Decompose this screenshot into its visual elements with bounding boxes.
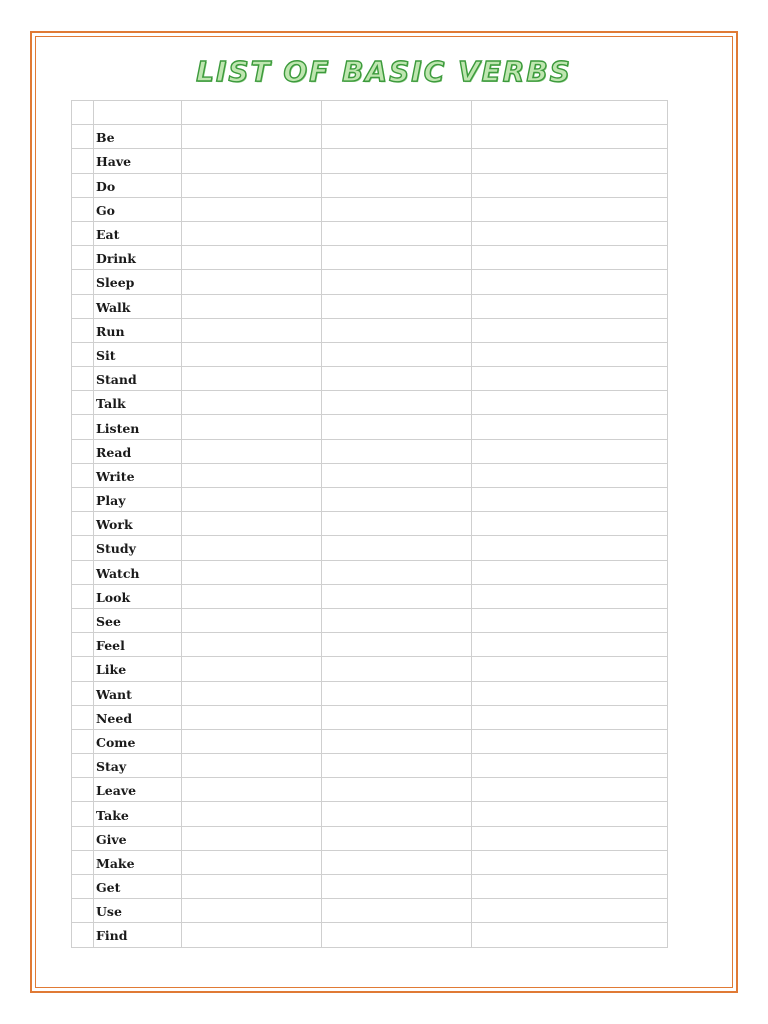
answer-cell	[182, 778, 322, 802]
verb-label: Take	[96, 807, 129, 823]
verb-cell	[94, 923, 182, 947]
answer-cell	[182, 729, 322, 753]
index-cell	[72, 415, 94, 439]
verb-label: Use	[96, 904, 122, 920]
header-cell-3	[322, 101, 472, 125]
verb-cell	[94, 802, 182, 826]
verb-cell	[94, 850, 182, 874]
answer-cell	[182, 197, 322, 221]
answer-cell	[182, 608, 322, 632]
answer-cell	[182, 536, 322, 560]
answer-cell	[182, 705, 322, 729]
table-row	[72, 318, 668, 342]
verb-cell	[94, 270, 182, 294]
verb-table	[71, 100, 668, 948]
answer-cell	[182, 512, 322, 536]
answer-cell	[182, 754, 322, 778]
answer-cell	[472, 391, 668, 415]
answer-cell	[182, 439, 322, 463]
verb-label: Find	[96, 928, 128, 944]
answer-cell	[322, 221, 472, 245]
answer-cell	[182, 681, 322, 705]
answer-cell	[472, 584, 668, 608]
index-cell	[72, 342, 94, 366]
verb-cell	[94, 294, 182, 318]
answer-cell	[182, 657, 322, 681]
answer-cell	[472, 149, 668, 173]
answer-cell	[472, 197, 668, 221]
table-row	[72, 173, 668, 197]
index-cell	[72, 197, 94, 221]
index-cell	[72, 246, 94, 270]
verb-cell	[94, 125, 182, 149]
verb-cell	[94, 415, 182, 439]
answer-cell	[472, 488, 668, 512]
verb-label: Read	[96, 444, 132, 460]
verb-label: Leave	[96, 783, 137, 799]
index-cell	[72, 657, 94, 681]
verb-label: Sit	[96, 347, 116, 363]
verb-cell	[94, 391, 182, 415]
answer-cell	[322, 923, 472, 947]
index-cell	[72, 536, 94, 560]
answer-cell	[182, 367, 322, 391]
answer-cell	[182, 923, 322, 947]
answer-cell	[322, 415, 472, 439]
table-row	[72, 512, 668, 536]
answer-cell	[322, 826, 472, 850]
table-row	[72, 608, 668, 632]
answer-cell	[322, 560, 472, 584]
verb-cell	[94, 149, 182, 173]
index-cell	[72, 318, 94, 342]
answer-cell	[472, 729, 668, 753]
index-cell	[72, 512, 94, 536]
answer-cell	[182, 415, 322, 439]
index-cell	[72, 221, 94, 245]
table-row	[72, 463, 668, 487]
answer-cell	[182, 899, 322, 923]
header-cell-2	[182, 101, 322, 125]
answer-cell	[322, 729, 472, 753]
table-row	[72, 826, 668, 850]
verb-cell	[94, 633, 182, 657]
index-cell	[72, 850, 94, 874]
table-row	[72, 294, 668, 318]
answer-cell	[322, 633, 472, 657]
answer-cell	[182, 463, 322, 487]
answer-cell	[472, 705, 668, 729]
answer-cell	[182, 826, 322, 850]
table-row	[72, 729, 668, 753]
index-cell	[72, 294, 94, 318]
verb-cell	[94, 367, 182, 391]
table-row	[72, 560, 668, 584]
verb-label: Write	[96, 468, 135, 484]
answer-cell	[472, 778, 668, 802]
index-cell	[72, 149, 94, 173]
table-row	[72, 754, 668, 778]
verb-cell	[94, 342, 182, 366]
table-row	[72, 125, 668, 149]
header-cell-index	[72, 101, 94, 125]
verb-cell	[94, 246, 182, 270]
answer-cell	[322, 367, 472, 391]
answer-cell	[472, 270, 668, 294]
verb-cell	[94, 875, 182, 899]
index-cell	[72, 391, 94, 415]
answer-cell	[322, 270, 472, 294]
answer-cell	[322, 657, 472, 681]
verb-cell	[94, 318, 182, 342]
answer-cell	[182, 560, 322, 584]
answer-cell	[472, 754, 668, 778]
worksheet-title: LIST OF BASIC VERBS	[196, 55, 572, 88]
table-row	[72, 246, 668, 270]
index-cell	[72, 802, 94, 826]
answer-cell	[322, 439, 472, 463]
table-row	[72, 439, 668, 463]
index-cell	[72, 633, 94, 657]
answer-cell	[322, 681, 472, 705]
table-row	[72, 923, 668, 947]
answer-cell	[472, 850, 668, 874]
table-row	[72, 221, 668, 245]
table-row	[72, 149, 668, 173]
verb-label: Play	[96, 493, 126, 509]
answer-cell	[322, 125, 472, 149]
verb-label: Look	[96, 589, 131, 605]
verb-cell	[94, 778, 182, 802]
verb-cell	[94, 826, 182, 850]
verb-label: Need	[96, 710, 133, 726]
answer-cell	[472, 802, 668, 826]
verb-cell	[94, 608, 182, 632]
answer-cell	[472, 246, 668, 270]
verb-cell	[94, 705, 182, 729]
verb-label: Want	[96, 686, 132, 702]
answer-cell	[322, 899, 472, 923]
table-row	[72, 342, 668, 366]
verb-cell	[94, 657, 182, 681]
index-cell	[72, 367, 94, 391]
verb-label: Have	[96, 154, 132, 170]
answer-cell	[322, 318, 472, 342]
verb-label: Come	[96, 734, 136, 750]
verb-label: Walk	[96, 299, 131, 315]
answer-cell	[472, 173, 668, 197]
answer-cell	[182, 246, 322, 270]
table-row	[72, 197, 668, 221]
answer-cell	[472, 367, 668, 391]
verb-label: Run	[96, 323, 125, 339]
verb-cell	[94, 439, 182, 463]
verb-label: Go	[96, 202, 116, 218]
index-cell	[72, 705, 94, 729]
verb-label: Like	[96, 662, 127, 678]
verb-cell	[94, 463, 182, 487]
verb-label: Make	[96, 855, 135, 871]
table-row	[72, 391, 668, 415]
verb-label: Work	[96, 517, 133, 533]
answer-cell	[472, 657, 668, 681]
verb-label: Give	[96, 831, 127, 847]
answer-cell	[322, 512, 472, 536]
answer-cell	[182, 850, 322, 874]
index-cell	[72, 899, 94, 923]
answer-cell	[472, 221, 668, 245]
verb-label: Study	[96, 541, 136, 557]
answer-cell	[472, 560, 668, 584]
answer-cell	[322, 149, 472, 173]
answer-cell	[322, 197, 472, 221]
header-cell-verb	[94, 101, 182, 125]
verb-cell	[94, 560, 182, 584]
answer-cell	[472, 125, 668, 149]
index-cell	[72, 608, 94, 632]
answer-cell	[322, 584, 472, 608]
table-row	[72, 536, 668, 560]
index-cell	[72, 778, 94, 802]
answer-cell	[322, 705, 472, 729]
table-row	[72, 488, 668, 512]
index-cell	[72, 463, 94, 487]
answer-cell	[182, 488, 322, 512]
index-cell	[72, 754, 94, 778]
verb-label: Watch	[96, 565, 140, 581]
table-row	[72, 415, 668, 439]
answer-cell	[472, 415, 668, 439]
verb-cell	[94, 899, 182, 923]
index-cell	[72, 584, 94, 608]
answer-cell	[182, 294, 322, 318]
answer-cell	[322, 802, 472, 826]
answer-cell	[472, 923, 668, 947]
answer-cell	[472, 633, 668, 657]
answer-cell	[182, 125, 322, 149]
verb-cell	[94, 729, 182, 753]
verb-label: Be	[96, 130, 115, 146]
verb-label: Stand	[96, 372, 137, 388]
verb-label: Listen	[96, 420, 140, 436]
answer-cell	[322, 391, 472, 415]
answer-cell	[472, 681, 668, 705]
answer-cell	[472, 536, 668, 560]
verb-label: Feel	[96, 638, 125, 654]
answer-cell	[472, 463, 668, 487]
answer-cell	[182, 149, 322, 173]
table-row	[72, 899, 668, 923]
verb-label: Talk	[96, 396, 126, 412]
table-row	[72, 367, 668, 391]
table-row	[72, 778, 668, 802]
answer-cell	[182, 875, 322, 899]
table-row	[72, 633, 668, 657]
verb-label: Do	[96, 178, 116, 194]
index-cell	[72, 923, 94, 947]
index-cell	[72, 729, 94, 753]
index-cell	[72, 439, 94, 463]
answer-cell	[472, 294, 668, 318]
header-row	[72, 101, 668, 125]
verb-label: Eat	[96, 227, 120, 243]
answer-cell	[322, 850, 472, 874]
answer-cell	[182, 270, 322, 294]
answer-cell	[472, 512, 668, 536]
answer-cell	[182, 221, 322, 245]
verb-cell	[94, 512, 182, 536]
verb-label: See	[96, 614, 121, 630]
verb-cell	[94, 536, 182, 560]
index-cell	[72, 826, 94, 850]
answer-cell	[182, 173, 322, 197]
answer-cell	[322, 246, 472, 270]
answer-cell	[472, 318, 668, 342]
table-row	[72, 270, 668, 294]
verb-cell	[94, 754, 182, 778]
answer-cell	[182, 802, 322, 826]
index-cell	[72, 125, 94, 149]
answer-cell	[322, 875, 472, 899]
table-row	[72, 705, 668, 729]
answer-cell	[322, 342, 472, 366]
answer-cell	[472, 608, 668, 632]
answer-cell	[182, 584, 322, 608]
answer-cell	[472, 899, 668, 923]
answer-cell	[322, 463, 472, 487]
answer-cell	[322, 488, 472, 512]
answer-cell	[322, 608, 472, 632]
verb-label: Drink	[96, 251, 136, 267]
answer-cell	[182, 318, 322, 342]
verb-cell	[94, 584, 182, 608]
verb-label: Stay	[96, 759, 127, 775]
verb-table-body	[72, 101, 668, 948]
answer-cell	[182, 342, 322, 366]
answer-cell	[182, 391, 322, 415]
verb-cell	[94, 681, 182, 705]
answer-cell	[182, 633, 322, 657]
table-row	[72, 875, 668, 899]
table-row	[72, 584, 668, 608]
answer-cell	[322, 536, 472, 560]
answer-cell	[322, 173, 472, 197]
table-row	[72, 802, 668, 826]
index-cell	[72, 270, 94, 294]
table-row	[72, 657, 668, 681]
index-cell	[72, 173, 94, 197]
answer-cell	[472, 875, 668, 899]
answer-cell	[322, 778, 472, 802]
table-row	[72, 681, 668, 705]
verb-cell	[94, 221, 182, 245]
answer-cell	[472, 342, 668, 366]
index-cell	[72, 681, 94, 705]
verb-label: Get	[96, 880, 121, 896]
index-cell	[72, 488, 94, 512]
index-cell	[72, 875, 94, 899]
index-cell	[72, 560, 94, 584]
table-row	[72, 850, 668, 874]
answer-cell	[472, 439, 668, 463]
verb-label: Sleep	[96, 275, 135, 291]
header-cell-4	[472, 101, 668, 125]
answer-cell	[322, 294, 472, 318]
verb-cell	[94, 173, 182, 197]
answer-cell	[322, 754, 472, 778]
verb-cell	[94, 488, 182, 512]
verb-cell	[94, 197, 182, 221]
answer-cell	[472, 826, 668, 850]
